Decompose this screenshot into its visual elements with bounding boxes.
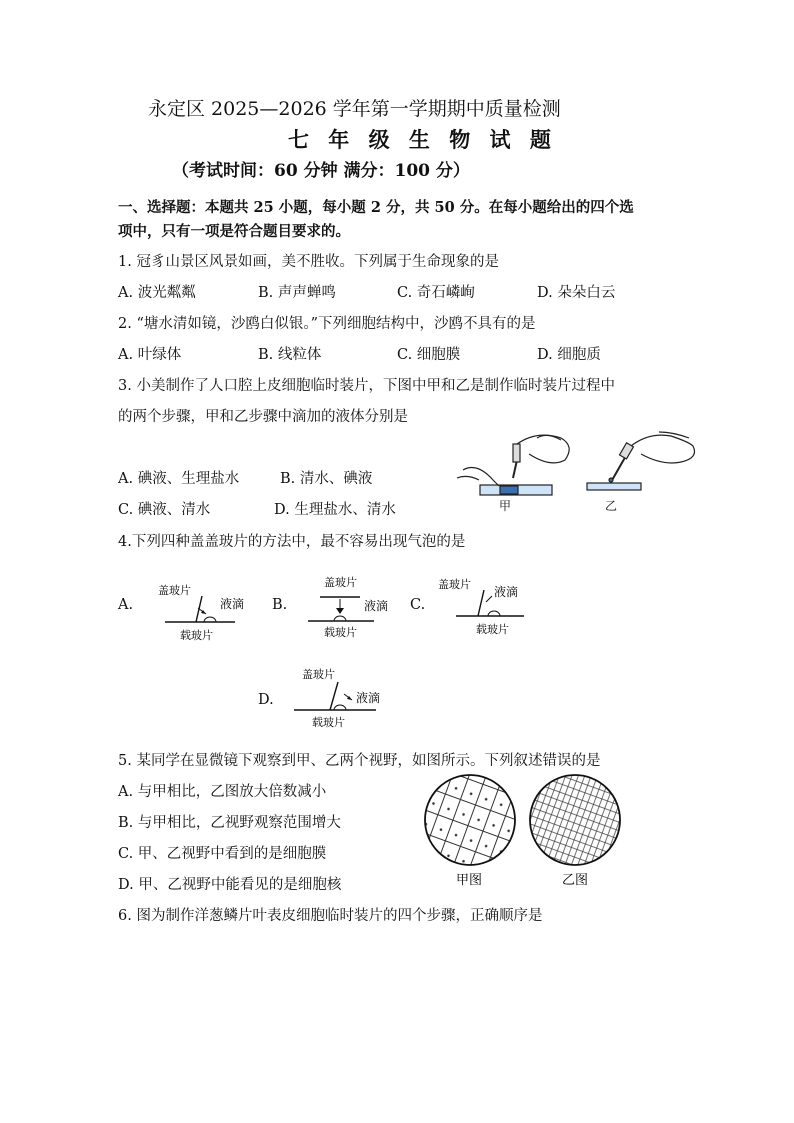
figure-jia-illustration bbox=[457, 435, 569, 495]
diagram-a-drop-label: 液滴 bbox=[220, 597, 245, 611]
diagram-c-slide-label: 载玻片 bbox=[476, 623, 509, 636]
question-4-diagram-a bbox=[150, 580, 260, 642]
question-2-option-a: A. 叶绿体 bbox=[118, 347, 182, 363]
question-4-option-d: D. bbox=[258, 692, 274, 708]
diagram-a-cover-label: 盖玻片 bbox=[158, 584, 191, 597]
question-5-option-c: C. 甲、乙视野中看到的是细胞膜 bbox=[118, 846, 327, 862]
question-5-option-a: A. 与甲相比，乙图放大倍数减小 bbox=[118, 784, 327, 800]
question-4-diagram-d bbox=[290, 664, 400, 730]
diagram-d-drop-label: 液滴 bbox=[356, 691, 381, 705]
diagram-b-drop-label: 液滴 bbox=[364, 599, 389, 613]
exam-info: （考试时间：60 分钟 满分：100 分） bbox=[172, 161, 470, 181]
diagram-b-cover-label: 盖玻片 bbox=[324, 576, 357, 589]
question-3-figure bbox=[455, 430, 705, 520]
question-4-option-a: A. bbox=[118, 597, 134, 613]
question-2-option-c: C. 细胞膜 bbox=[397, 347, 461, 363]
diagram-c-cover-label: 盖玻片 bbox=[438, 578, 471, 591]
question-4-diagram-b bbox=[302, 572, 412, 642]
figure-label-yi: 乙 bbox=[605, 499, 618, 513]
section-heading-line2: 项中，只有一项是符合题目要求的。 bbox=[118, 223, 350, 240]
view-label-yi: 乙图 bbox=[562, 873, 589, 888]
question-4-diagram-c bbox=[434, 574, 544, 638]
question-3-option-b: B. 清水、碘液 bbox=[280, 471, 373, 487]
question-2-option-b: B. 线粒体 bbox=[258, 347, 322, 363]
question-4-stem: 4.下列四种盖盖玻片的方法中，最不容易出现气泡的是 bbox=[118, 534, 466, 550]
figure-yi-illustration bbox=[587, 432, 695, 490]
view-jia bbox=[420, 772, 536, 885]
question-2-option-d: D. 细胞质 bbox=[537, 347, 601, 363]
question-1-option-b: B. 声声蝉鸣 bbox=[258, 285, 336, 301]
view-yi bbox=[513, 772, 630, 885]
exam-subtitle: 七 年 级 生 物 试 题 bbox=[288, 127, 557, 152]
question-5-figure bbox=[420, 772, 630, 892]
question-5-option-d: D. 甲、乙视野中能看见的是细胞核 bbox=[118, 877, 342, 893]
figure-label-jia: 甲 bbox=[499, 499, 512, 513]
diagram-b-slide-label: 载玻片 bbox=[324, 626, 357, 639]
question-4-option-b: B. bbox=[272, 597, 288, 613]
question-3-option-c: C. 碘液、清水 bbox=[118, 502, 211, 518]
question-4-option-c: C. bbox=[410, 597, 426, 613]
question-3-option-a: A. 碘液、生理盐水 bbox=[118, 471, 240, 487]
diagram-d-cover-label: 盖玻片 bbox=[302, 668, 335, 681]
diagram-c-drop-label: 液滴 bbox=[494, 585, 519, 599]
question-1-option-c: C. 奇石嶙峋 bbox=[397, 285, 475, 301]
question-2-stem: 2. “塘水清如镜，沙鸥白似银。”下列细胞结构中，沙鸥不具有的是 bbox=[118, 316, 536, 332]
question-1-option-a: A. 波光粼粼 bbox=[118, 285, 196, 301]
view-label-jia: 甲图 bbox=[456, 873, 483, 888]
diagram-a-slide-label: 载玻片 bbox=[180, 629, 213, 642]
question-5-option-b: B. 与甲相比，乙视野观察范围增大 bbox=[118, 815, 341, 831]
question-5-stem: 5. 某同学在显微镜下观察到甲、乙两个视野，如图所示。下列叙述错误的是 bbox=[118, 753, 601, 769]
question-1-stem: 1. 冠豸山景区风景如画，美不胜收。下列属于生命现象的是 bbox=[118, 254, 499, 270]
exam-title: 永定区 2025—2026 学年第一学期期中质量检测 bbox=[148, 98, 561, 120]
question-3-stem-line2: 的两个步骤，甲和乙步骤中滴加的液体分别是 bbox=[118, 409, 408, 425]
question-1-option-d: D. 朵朵白云 bbox=[537, 285, 616, 301]
question-3-option-d: D. 生理盐水、清水 bbox=[274, 502, 396, 518]
question-3-stem-line1: 3. 小美制作了人口腔上皮细胞临时装片，下图中甲和乙是制作临时装片过程中 bbox=[118, 378, 615, 394]
section-heading-line1: 一、选择题：本题共 25 小题，每小题 2 分，共 50 分。在每小题给出的四个选 bbox=[118, 199, 634, 216]
question-6-stem: 6. 图为制作洋葱鳞片叶表皮细胞临时装片的四个步骤，正确顺序是 bbox=[118, 908, 543, 924]
diagram-d-slide-label: 载玻片 bbox=[312, 716, 345, 729]
